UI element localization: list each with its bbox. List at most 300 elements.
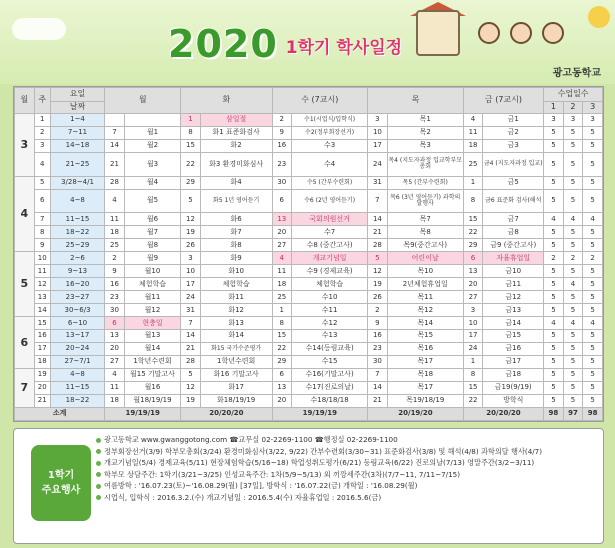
grade2-days-cell: 5 — [563, 330, 583, 343]
grade1-days-cell: 5 — [544, 139, 564, 152]
event-cell: 목16 — [387, 343, 463, 356]
day-number-cell: 17 — [368, 139, 388, 152]
event-cell: 금19(9/19) — [483, 382, 544, 395]
event-cell: 목17 — [387, 356, 463, 369]
event-cell: 화2 — [200, 139, 272, 152]
grade1-days-cell: 5 — [544, 226, 564, 239]
event-cell: 목7 — [387, 213, 463, 226]
event-cell: 금5 — [483, 176, 544, 189]
day-number-cell: 24 — [181, 291, 201, 304]
event-cell: 화11 — [200, 291, 272, 304]
date-range-cell: 11~15 — [50, 382, 104, 395]
day-number-cell: 9 — [368, 317, 388, 330]
grade2-days-cell: 5 — [563, 176, 583, 189]
event-cell: 체험학습 — [124, 278, 181, 291]
day-number-cell: 16 — [105, 278, 125, 291]
event-cell: 월6 — [124, 213, 181, 226]
header-grade1: 1 — [544, 102, 564, 114]
date-range-cell: 2~6 — [50, 252, 104, 265]
event-cell: 화14 — [200, 330, 272, 343]
day-number-cell: 12 — [181, 213, 201, 226]
event-cell: 월1 — [124, 126, 181, 139]
day-number-cell: 19 — [181, 395, 201, 408]
day-number-cell: 9 — [272, 126, 292, 139]
grade2-days-cell: 5 — [563, 369, 583, 382]
header-fri: 금 (7교시) — [463, 88, 543, 114]
event-cell: 목14 — [387, 317, 463, 330]
header-month: 월 — [15, 88, 35, 114]
event-cell: 월2 — [124, 139, 181, 152]
date-range-cell: 20~24 — [50, 343, 104, 356]
table-row — [15, 343, 603, 356]
day-number-cell: 29 — [463, 239, 483, 252]
week-cell: 20 — [34, 382, 50, 395]
grade3-days-cell: 5 — [583, 291, 603, 304]
event-cell: 수11 — [292, 304, 368, 317]
date-range-cell: 27~7/1 — [50, 356, 104, 369]
event-cell: 목18 — [387, 369, 463, 382]
day-number-cell: 7 — [181, 317, 201, 330]
grade1-days-cell: 5 — [544, 189, 564, 213]
grade3-days-cell: 5 — [583, 278, 603, 291]
day-number-cell: 1 — [463, 176, 483, 189]
event-line — [96, 446, 601, 458]
event-cell: 1학년수련회 — [200, 356, 272, 369]
date-range-cell: 14~18 — [50, 139, 104, 152]
cloud-icon — [12, 18, 66, 40]
table-row — [15, 226, 603, 239]
event-cell: 월3 — [124, 152, 181, 176]
grade1-days-cell: 5 — [544, 176, 564, 189]
event-cell: 금13 — [483, 304, 544, 317]
event-cell: 목9(중간고사) — [387, 239, 463, 252]
total-grade3: 98 — [583, 407, 603, 420]
day-number-cell: 18 — [105, 226, 125, 239]
grade3-days-cell: 5 — [583, 369, 603, 382]
week-cell: 7 — [34, 213, 50, 226]
grade1-days-cell: 5 — [544, 152, 564, 176]
bullet-icon — [96, 461, 101, 466]
event-cell: 목3 — [387, 139, 463, 152]
day-number-cell: 17 — [463, 330, 483, 343]
table-row — [15, 369, 603, 382]
day-number-cell: 31 — [181, 304, 201, 317]
month-cell: 5 — [15, 252, 35, 317]
date-range-cell: 21~25 — [50, 152, 104, 176]
week-cell: 17 — [34, 343, 50, 356]
event-cell: 화12 — [200, 304, 272, 317]
day-number-cell: 25 — [105, 239, 125, 252]
week-cell: 10 — [34, 252, 50, 265]
day-number-cell: 5 — [368, 252, 388, 265]
table-row — [15, 395, 603, 408]
event-cell: 목15 — [387, 330, 463, 343]
event-cell: 월7 — [124, 226, 181, 239]
grade1-days-cell: 5 — [544, 343, 564, 356]
event-cell: 수7 — [292, 226, 368, 239]
grade2-days-cell: 5 — [563, 291, 583, 304]
table-row — [15, 278, 603, 291]
day-number-cell: 12 — [181, 382, 201, 395]
table-row — [15, 356, 603, 369]
month-cell: 3 — [15, 114, 35, 177]
day-number-cell: 13 — [272, 213, 292, 226]
event-cell: 월10 — [124, 265, 181, 278]
grade1-days-cell: 4 — [544, 317, 564, 330]
day-number-cell: 4 — [105, 189, 125, 213]
day-number-cell: 8 — [272, 317, 292, 330]
day-number-cell: 20 — [105, 343, 125, 356]
day-number-cell: 20 — [463, 278, 483, 291]
date-range-cell: 3/28~4/1 — [50, 176, 104, 189]
event-cell: 월11 — [124, 291, 181, 304]
event-cell: 수13 — [292, 330, 368, 343]
event-cell: 금9 (중간고사) — [483, 239, 544, 252]
event-cell: 화18/19/19 — [200, 395, 272, 408]
grade1-days-cell: 5 — [544, 330, 564, 343]
event-cell: 화8 — [200, 239, 272, 252]
table-row — [15, 114, 603, 127]
event-cell: 금1 — [483, 114, 544, 127]
event-cell: 월16 — [124, 382, 181, 395]
day-number-cell: 22 — [463, 226, 483, 239]
day-number-cell: 6 — [272, 369, 292, 382]
day-number-cell: 21 — [368, 395, 388, 408]
date-range-cell: 1~4 — [50, 114, 104, 127]
day-number-cell: 1 — [181, 114, 201, 127]
day-number-cell: 30 — [272, 176, 292, 189]
grade1-days-cell: 5 — [544, 126, 564, 139]
event-cell: 금6 표준화 검사(해석 — [483, 189, 544, 213]
event-cell: 화13 — [200, 317, 272, 330]
event-cell: 금3 — [483, 139, 544, 152]
event-cell: 체험학습 — [292, 278, 368, 291]
table-row — [15, 126, 603, 139]
event-cell: 금2 — [483, 126, 544, 139]
day-number-cell: 11 — [105, 382, 125, 395]
day-number-cell: 13 — [105, 330, 125, 343]
grade2-days-cell: 5 — [563, 126, 583, 139]
grade1-days-cell: 5 — [544, 304, 564, 317]
day-number-cell: 3 — [181, 252, 201, 265]
grade1-days-cell: 5 — [544, 395, 564, 408]
table-row — [15, 265, 603, 278]
bullet-icon — [96, 438, 101, 443]
event-cell: 화9 — [200, 252, 272, 265]
header-thu: 목 — [368, 88, 464, 114]
date-range-cell: 18~22 — [50, 395, 104, 408]
event-cell: 수18/18/18 — [292, 395, 368, 408]
table-row — [15, 213, 603, 226]
badge-line2: 주요행사 — [41, 485, 81, 496]
total-row — [15, 407, 603, 420]
day-number-cell: 28 — [181, 356, 201, 369]
day-number-cell: 19 — [368, 278, 388, 291]
grade2-days-cell: 3 — [563, 114, 583, 127]
date-range-cell: 7~11 — [50, 126, 104, 139]
sun-icon — [588, 6, 610, 28]
event-cell: 자율휴업일 — [483, 252, 544, 265]
grade2-days-cell: 5 — [563, 189, 583, 213]
date-range-cell: 4~8 — [50, 369, 104, 382]
event-cell: 목5 (간부수련회) — [387, 176, 463, 189]
grade1-days-cell: 3 — [544, 114, 564, 127]
header-grade2: 2 — [563, 102, 583, 114]
header-wed: 수 (7교시) — [272, 88, 368, 114]
event-cell: 현충일 — [124, 317, 181, 330]
date-range-cell: 13~17 — [50, 330, 104, 343]
day-number-cell: 21 — [105, 152, 125, 176]
total-thu: 20/19/20 — [368, 407, 464, 420]
table-row — [15, 291, 603, 304]
grade3-days-cell: 5 — [583, 330, 603, 343]
grade1-days-cell: 2 — [544, 252, 564, 265]
event-cell: 수17(진로의날) — [292, 382, 368, 395]
event-cell: 화4 — [200, 176, 272, 189]
table-row — [15, 317, 603, 330]
day-number-cell: 20 — [272, 226, 292, 239]
month-cell: 6 — [15, 317, 35, 369]
table-row — [15, 139, 603, 152]
event-cell: 금10 — [483, 265, 544, 278]
event-cell: 수10 — [292, 291, 368, 304]
event-cell — [124, 114, 181, 127]
child-icon — [542, 22, 564, 44]
grade1-days-cell: 5 — [544, 356, 564, 369]
event-cell: 수12 — [292, 317, 368, 330]
grade3-days-cell: 5 — [583, 139, 603, 152]
table-row — [15, 304, 603, 317]
week-cell: 4 — [34, 152, 50, 176]
grade2-days-cell: 5 — [563, 152, 583, 176]
week-cell: 13 — [34, 291, 50, 304]
day-number-cell: 22 — [463, 395, 483, 408]
day-number-cell: 16 — [272, 139, 292, 152]
event-cell: 화5 1년 영어듣기 — [200, 189, 272, 213]
event-cell: 월13 — [124, 330, 181, 343]
event-cell: 월14 — [124, 343, 181, 356]
grade2-days-cell: 4 — [563, 213, 583, 226]
week-cell: 16 — [34, 330, 50, 343]
day-number-cell: 31 — [368, 176, 388, 189]
day-number-cell: 22 — [272, 343, 292, 356]
day-number-cell: 7 — [105, 126, 125, 139]
event-cell: 월9 — [124, 252, 181, 265]
grade3-days-cell: 5 — [583, 176, 603, 189]
event-cell: 화10 — [200, 265, 272, 278]
day-number-cell: 27 — [272, 239, 292, 252]
week-cell: 21 — [34, 395, 50, 408]
grade2-days-cell: 5 — [563, 343, 583, 356]
grade2-days-cell: 5 — [563, 304, 583, 317]
grade3-days-cell: 5 — [583, 343, 603, 356]
event-text: 정부회장선거(3/9) 학부모총회(3/24) 환경미화심사(3/22, 9/22) 간부수련회(3/30~31) 표준화검사(3/8) 및 해석(4/8) 과학의달 행사(4/7) — [104, 446, 543, 456]
bullet-icon — [96, 484, 101, 489]
grade3-days-cell: 5 — [583, 239, 603, 252]
grade1-days-cell: 5 — [544, 382, 564, 395]
table-row — [15, 152, 603, 176]
day-number-cell: 15 — [463, 382, 483, 395]
day-number-cell: 3 — [463, 304, 483, 317]
event-cell: 월12 — [124, 304, 181, 317]
day-number-cell — [105, 114, 125, 127]
day-number-cell: 1 — [272, 304, 292, 317]
event-cell: 화16 기말고사 — [200, 369, 272, 382]
table-row — [15, 382, 603, 395]
event-text: 광고동학교 www.gwanggotong.com ☎교무실 02-2269-1100 ☎행정실 02-2269-1100 — [104, 435, 398, 444]
event-cell: 월5 — [124, 189, 181, 213]
table-row — [15, 252, 603, 265]
day-number-cell: 15 — [181, 139, 201, 152]
page-title — [168, 20, 402, 66]
events-badge — [31, 445, 91, 521]
event-cell: 화1 표준화검사 — [200, 126, 272, 139]
event-cell: 화3 환경미화심사 — [200, 152, 272, 176]
event-text: 여름방학 : '16.07.23(토)~'16.08.29(월) [37일], 방학식 : '16.07.22(금) 개학일 : '16.08.29(월) — [104, 481, 418, 491]
event-cell: 월8 — [124, 239, 181, 252]
event-cell: 목12 — [387, 304, 463, 317]
grade3-days-cell: 5 — [583, 152, 603, 176]
grade1-days-cell: 4 — [544, 213, 564, 226]
date-range-cell: 30~6/3 — [50, 304, 104, 317]
event-cell: 개교기념일 — [292, 252, 368, 265]
event-line — [96, 492, 601, 504]
week-cell: 6 — [34, 189, 50, 213]
event-cell: 금12 — [483, 291, 544, 304]
grade3-days-cell: 2 — [583, 252, 603, 265]
day-number-cell: 5 — [181, 189, 201, 213]
day-number-cell: 6 — [463, 252, 483, 265]
event-cell: 목19/18/19 — [387, 395, 463, 408]
day-number-cell: 23 — [272, 152, 292, 176]
event-cell: 금17 — [483, 356, 544, 369]
day-number-cell: 12 — [368, 265, 388, 278]
date-range-cell: 6~10 — [50, 317, 104, 330]
day-number-cell: 14 — [368, 382, 388, 395]
week-cell: 14 — [34, 304, 50, 317]
day-number-cell: 2 — [272, 114, 292, 127]
header-date: 날짜 — [50, 102, 104, 114]
event-line — [96, 469, 601, 481]
total-fri: 20/20/20 — [463, 407, 543, 420]
grade2-days-cell: 5 — [563, 239, 583, 252]
day-number-cell: 28 — [105, 176, 125, 189]
header-tue: 화 — [181, 88, 272, 114]
day-number-cell: 28 — [368, 239, 388, 252]
day-number-cell: 6 — [272, 189, 292, 213]
event-cell: 월15 기말고사 — [124, 369, 181, 382]
date-range-cell: 18~22 — [50, 226, 104, 239]
event-cell: 금11 — [483, 278, 544, 291]
bullet-icon — [96, 472, 101, 477]
schedule-table — [13, 86, 604, 422]
grade3-days-cell: 5 — [583, 265, 603, 278]
day-number-cell: 21 — [181, 343, 201, 356]
event-cell: 방학식 — [483, 395, 544, 408]
day-number-cell: 20 — [272, 395, 292, 408]
grade1-days-cell: 5 — [544, 239, 564, 252]
event-cell: 목8 — [387, 226, 463, 239]
grade2-days-cell: 5 — [563, 395, 583, 408]
event-cell: 수5 (간부수련회) — [292, 176, 368, 189]
total-mon: 19/19/19 — [105, 407, 181, 420]
day-number-cell: 25 — [463, 152, 483, 176]
week-cell: 2 — [34, 126, 50, 139]
date-range-cell: 23~27 — [50, 291, 104, 304]
day-number-cell: 14 — [181, 330, 201, 343]
header-day: 요일 — [50, 88, 104, 102]
grade3-days-cell: 4 — [583, 213, 603, 226]
grade1-days-cell: 5 — [544, 369, 564, 382]
header-week: 주 — [34, 88, 50, 114]
day-number-cell: 21 — [368, 226, 388, 239]
event-cell: 수4 — [292, 152, 368, 176]
day-number-cell: 24 — [463, 343, 483, 356]
day-number-cell: 8 — [463, 369, 483, 382]
school-building-icon — [416, 10, 460, 56]
grade1-days-cell: 5 — [544, 278, 564, 291]
grade3-days-cell: 5 — [583, 395, 603, 408]
week-cell: 11 — [34, 265, 50, 278]
day-number-cell: 29 — [181, 176, 201, 189]
grade3-days-cell: 5 — [583, 356, 603, 369]
day-number-cell: 23 — [105, 291, 125, 304]
day-number-cell: 5 — [181, 369, 201, 382]
total-grade1: 98 — [544, 407, 564, 420]
week-cell: 12 — [34, 278, 50, 291]
day-number-cell: 18 — [272, 278, 292, 291]
event-cell: 화17 — [200, 382, 272, 395]
day-number-cell: 4 — [272, 252, 292, 265]
day-number-cell: 11 — [105, 213, 125, 226]
week-cell: 1 — [34, 114, 50, 127]
day-number-cell: 16 — [368, 330, 388, 343]
events-list — [96, 434, 601, 504]
day-number-cell: 3 — [368, 114, 388, 127]
event-cell: 수9 (경제교육) — [292, 265, 368, 278]
day-number-cell: 26 — [181, 239, 201, 252]
event-cell: 목17 — [387, 382, 463, 395]
day-number-cell: 10 — [463, 317, 483, 330]
event-cell: 화15 국가수준평가 — [200, 343, 272, 356]
event-cell: 수15 — [292, 356, 368, 369]
grade3-days-cell: 4 — [583, 317, 603, 330]
week-cell: 5 — [34, 176, 50, 189]
event-cell: 수1(시업식/입학식) — [292, 114, 368, 127]
event-cell: 화7 — [200, 226, 272, 239]
day-number-cell: 7 — [368, 369, 388, 382]
event-cell: 화6 — [200, 213, 272, 226]
day-number-cell: 27 — [463, 291, 483, 304]
event-cell: 목11 — [387, 291, 463, 304]
day-number-cell: 24 — [368, 152, 388, 176]
month-cell: 4 — [15, 176, 35, 252]
date-range-cell: 25~29 — [50, 239, 104, 252]
event-cell: 금15 — [483, 330, 544, 343]
event-cell: 수14(등림교육) — [292, 343, 368, 356]
day-number-cell: 27 — [105, 356, 125, 369]
grade3-days-cell: 5 — [583, 382, 603, 395]
grade2-days-cell: 5 — [563, 139, 583, 152]
day-number-cell: 18 — [463, 139, 483, 152]
event-cell: 금4 (지도자과정 입교) — [483, 152, 544, 176]
table-row — [15, 189, 603, 213]
grade2-days-cell: 5 — [563, 356, 583, 369]
day-number-cell: 10 — [368, 126, 388, 139]
total-grade2: 97 — [563, 407, 583, 420]
grade3-days-cell: 5 — [583, 189, 603, 213]
day-number-cell: 4 — [463, 114, 483, 127]
